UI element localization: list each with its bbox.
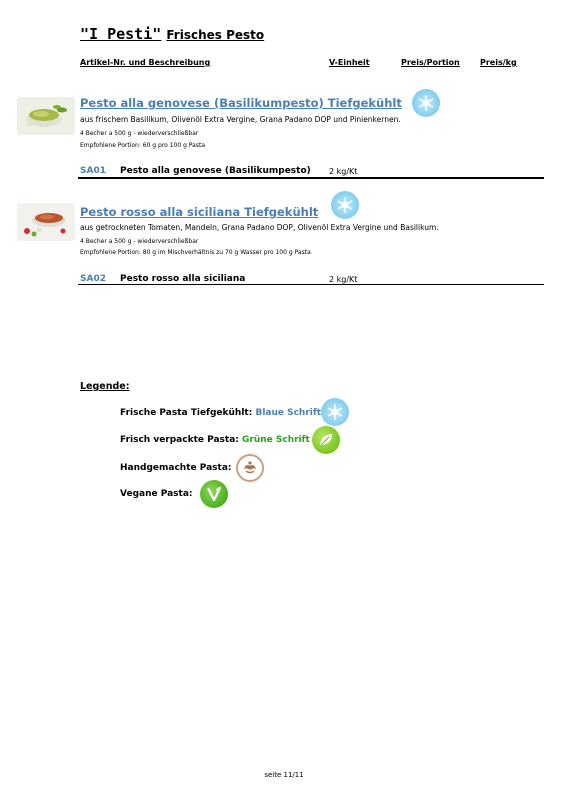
legend-vegan-label: Vegane Pasta: [120, 489, 193, 499]
handmade-icon [236, 454, 264, 482]
divider [78, 177, 544, 179]
page-title [80, 24, 264, 43]
snowflake-icon [321, 398, 349, 426]
product-title-rosso[interactable]: Pesto rosso alla siciliana Tiefgekühlt [80, 205, 319, 219]
article-name: Pesto rosso alla siciliana [120, 274, 246, 284]
product-title-genovese[interactable]: Pesto alla genovese (Basilikumpesto) Tiefgekühlt [80, 96, 402, 110]
legend-vegan [120, 489, 193, 499]
legend-frozen [120, 408, 321, 418]
title-main: "I Pesti" [80, 25, 162, 43]
legend-handmade-label: Handgemachte Pasta: [120, 463, 232, 473]
product-packaging: 4 Becher a 500 g - wiederverschließbar [80, 130, 199, 137]
product-portion: Empfohlene Portion: 80 g im Mischverhältnis zu 70 g Wasser pro 100 g Pasta [80, 249, 311, 256]
legend-packed-label: Frisch verpackte Pasta: [120, 435, 239, 445]
article-name: Pesto alla genovese (Basilikumpesto) [120, 166, 311, 176]
legend-handmade [120, 463, 232, 473]
snowflake-icon [331, 191, 359, 219]
column-header-unit: V-Einheit [329, 58, 370, 67]
column-header-kg-price: Preis/kg [480, 58, 517, 67]
title-sub: Frisches Pesto [166, 28, 265, 42]
legend-heading: Legende: [80, 381, 130, 392]
divider [78, 284, 544, 285]
product-image-rosso [17, 203, 75, 241]
legend-frozen-value: Blaue Schrift [255, 408, 322, 418]
page-number: seite 11/11 [264, 771, 304, 779]
product-description: aus frischem Basilikum, Olivenöl Extra Vergine, Grana Padano DOP und Pinienkernen. [80, 115, 401, 124]
legend-packed-value: Grüne Schrift [242, 435, 310, 445]
product-description: aus getrockneten Tomaten, Mandeln, Grana Padano DOP, Olivenöl Extra Vergine und Basilikum. [80, 223, 439, 232]
article-unit: 2 kg/Kt [329, 167, 358, 176]
product-image-genovese [17, 97, 75, 135]
product-portion: Empfohlene Portion: 60 g pro 100 g Pasta [80, 142, 205, 149]
vegan-icon [200, 480, 228, 508]
leaf-icon [312, 426, 340, 454]
column-header-portion-price: Preis/Portion [401, 58, 460, 67]
product-packaging: 4 Becher a 500 g - wiederverschließbar [80, 238, 199, 245]
legend-packed [120, 435, 310, 445]
article-unit: 2 kg/Kt [329, 275, 358, 284]
article-code: SA01 [80, 166, 106, 176]
article-code: SA02 [80, 274, 106, 284]
legend-frozen-label: Frische Pasta Tiefgekühlt: [120, 408, 253, 418]
column-header-article: Artikel-Nr. und Beschreibung [80, 58, 211, 67]
snowflake-icon [412, 89, 440, 117]
